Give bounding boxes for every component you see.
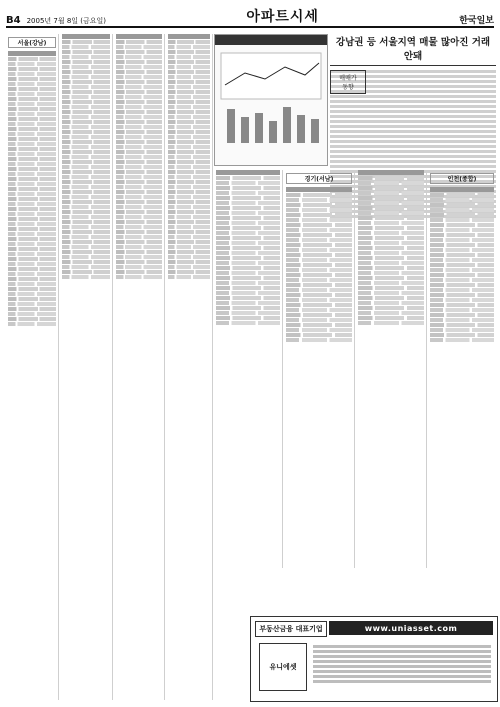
table-section-title: 서울(강남) [8, 37, 56, 48]
header-right [459, 13, 494, 26]
bar-1 [227, 109, 235, 143]
lower-section-title-1: 경기(서남) [286, 173, 352, 184]
bar-7 [311, 119, 319, 143]
header-left [6, 15, 106, 26]
lower-table-col-1 [214, 170, 283, 568]
page-number: B4 [6, 15, 21, 26]
chart-title-bar [215, 35, 327, 45]
article-headline: 강남권 등 서울지역 매물 많아진 거래 안돼 [330, 34, 496, 66]
section-title: 아파트시세 [246, 9, 319, 25]
chart-area [221, 53, 321, 99]
price-table-col-4 [166, 34, 213, 700]
ad-left-label: 부동산금융 대표기업 [255, 621, 327, 637]
lower-table-col-3 [356, 170, 427, 568]
ad-logo-text: 유니에셋 [269, 663, 297, 671]
price-table-col-1 [6, 34, 59, 700]
lower-price-tables [214, 170, 496, 568]
page-date: 2005년 7월 8일 (금요일) [26, 17, 107, 25]
bar-6 [297, 115, 305, 143]
bar-2 [241, 117, 249, 143]
ad-logo [259, 643, 307, 691]
newspaper-brand: 한국일보 [459, 16, 494, 26]
bar-5 [283, 107, 291, 143]
chart-svg [215, 45, 327, 165]
page-header [6, 6, 494, 28]
market-article [330, 34, 496, 162]
price-table-col-2 [60, 34, 113, 700]
advertisement [250, 616, 498, 702]
market-trend-graphic [214, 34, 328, 166]
lower-table-col-2 [284, 170, 355, 568]
bar-4 [269, 121, 277, 143]
byline-top: 매매가 [339, 75, 357, 82]
lower-table-col-4 [428, 170, 496, 568]
byline-bottom: 동향 [342, 84, 354, 91]
ad-url: www.uniasset.com [329, 621, 493, 635]
lower-section-title-2: 인천(종합) [430, 173, 494, 184]
article-byline [330, 70, 366, 94]
price-table-col-3 [114, 34, 165, 700]
bar-3 [255, 113, 263, 143]
ad-text [313, 643, 491, 685]
